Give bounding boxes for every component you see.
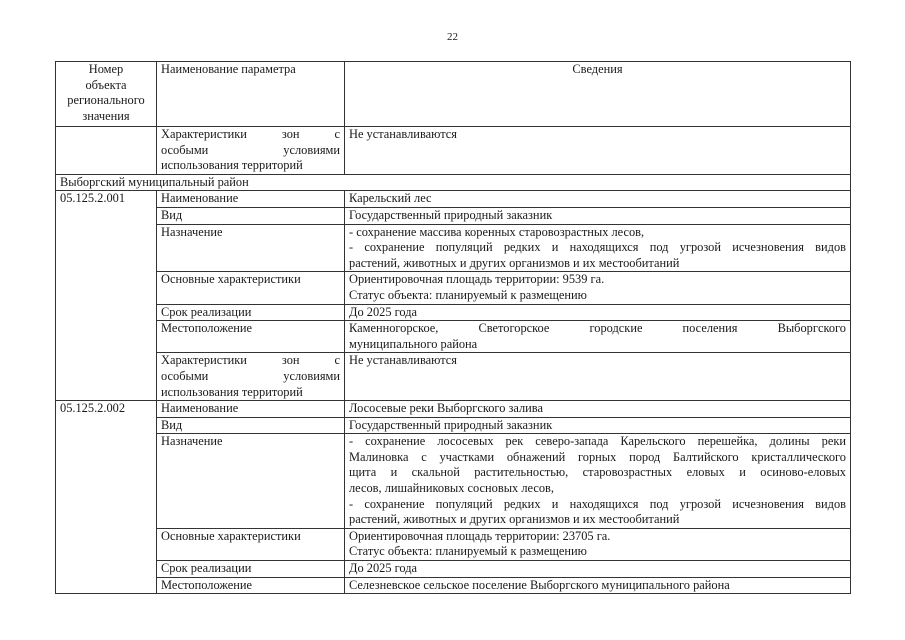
parameter-text: особыми условиями bbox=[161, 368, 340, 383]
object-number-cell: 05.125.2.001 bbox=[56, 191, 157, 401]
parameter-cell: Наименование bbox=[157, 191, 345, 208]
parameter-cell: Срок реализации bbox=[157, 561, 345, 578]
value-cell bbox=[345, 434, 851, 529]
section-title: Выборгский муниципальный район bbox=[56, 174, 851, 191]
value-text: Статус объекта: планируемый к размещению bbox=[349, 287, 587, 302]
value-text: лесов, лишайниковых сосновых лесов, bbox=[349, 481, 554, 496]
header-text: регионального bbox=[67, 93, 145, 108]
parameter-cell bbox=[157, 127, 345, 175]
value-cell: Не устанавливаются bbox=[345, 353, 851, 401]
value-text: - сохранение массива коренных старовозрастных лесов, bbox=[349, 224, 645, 239]
parameter-cell: Вид bbox=[157, 207, 345, 224]
table-row bbox=[56, 321, 851, 353]
parameter-text: использования территорий bbox=[161, 158, 303, 173]
value-text: Ориентировочная площадь территории: 23705 га. bbox=[349, 528, 611, 543]
parameter-cell: Срок реализации bbox=[157, 304, 345, 321]
value-text: растений, животных и других организмов и их местообитаний bbox=[349, 512, 680, 527]
value-text: Статус объекта: планируемый к размещению bbox=[349, 544, 587, 559]
object-number-cell bbox=[56, 127, 157, 175]
value-text: - сохранение популяций редких и находящихся под угрозой исчезновения видов bbox=[349, 240, 846, 255]
header-text: объекта bbox=[85, 77, 127, 92]
header-information: Сведения bbox=[345, 62, 851, 127]
value-cell: Государственный природный заказник bbox=[345, 207, 851, 224]
parameter-cell: Назначение bbox=[157, 434, 345, 529]
table-row bbox=[56, 272, 851, 304]
page-number: 22 bbox=[447, 31, 458, 43]
value-cell: До 2025 года bbox=[345, 304, 851, 321]
header-text: значения bbox=[82, 108, 130, 123]
value-cell: Карельский лес bbox=[345, 191, 851, 208]
table-row bbox=[56, 434, 851, 529]
value-cell: Селезневское сельское поселение Выборгского муниципального района bbox=[345, 577, 851, 594]
value-cell: Государственный природный заказник bbox=[345, 417, 851, 434]
value-cell: Не устанавливаются bbox=[345, 127, 851, 175]
value-cell: Лососевые реки Выборгского залива bbox=[345, 401, 851, 418]
table-row bbox=[56, 417, 851, 434]
table-row bbox=[56, 207, 851, 224]
parameter-cell: Назначение bbox=[157, 224, 345, 272]
table-row bbox=[56, 528, 851, 560]
object-number-cell: 05.125.2.002 bbox=[56, 401, 157, 594]
table-row bbox=[56, 224, 851, 272]
value-cell bbox=[345, 224, 851, 272]
value-cell bbox=[345, 272, 851, 304]
value-text: Каменногорское, Светогорское городские поселения Выборгского bbox=[349, 321, 846, 336]
value-text: растений, животных и других организмов и их местообитаний bbox=[349, 255, 680, 270]
header-object-number bbox=[56, 62, 157, 127]
parameter-cell: Основные характеристики bbox=[157, 272, 345, 304]
table-row bbox=[56, 304, 851, 321]
value-text: - сохранение лососевых рек северо-запада Карельского перешейка, долины реки bbox=[349, 434, 846, 449]
header-parameter-name: Наименование параметра bbox=[157, 62, 345, 127]
section-row bbox=[56, 174, 851, 191]
value-text: - сохранение популяций редких и находящихся под угрозой исчезновения видов bbox=[349, 496, 846, 511]
parameter-cell: Наименование bbox=[157, 401, 345, 418]
parameter-cell: Местоположение bbox=[157, 577, 345, 594]
table-row bbox=[56, 353, 851, 401]
value-cell bbox=[345, 528, 851, 560]
parameter-text: использования территорий bbox=[161, 384, 303, 399]
value-text: Ориентировочная площадь территории: 9539 га. bbox=[349, 272, 605, 287]
value-text: муниципального района bbox=[349, 336, 478, 351]
parameter-cell bbox=[157, 353, 345, 401]
header-text: Номер bbox=[88, 62, 124, 76]
table-row bbox=[56, 401, 851, 418]
parameter-text: особыми условиями bbox=[161, 142, 340, 157]
table-header-row bbox=[56, 62, 851, 127]
value-text: щита и скальной растительностью, старовозрастных еловых и осиново-еловых bbox=[349, 465, 846, 480]
parameter-text: Характеристики зон с bbox=[161, 127, 340, 141]
parameter-text: Характеристики зон с bbox=[161, 353, 340, 368]
register-table bbox=[55, 61, 851, 594]
table-row bbox=[56, 577, 851, 594]
table-row bbox=[56, 191, 851, 208]
parameter-cell: Вид bbox=[157, 417, 345, 434]
table-row bbox=[56, 561, 851, 578]
parameter-cell: Основные характеристики bbox=[157, 528, 345, 560]
value-cell bbox=[345, 321, 851, 353]
value-text: Малиновка с участками обнажений горных пород Балтийского кристаллического bbox=[349, 449, 846, 464]
value-cell: До 2025 года bbox=[345, 561, 851, 578]
parameter-cell: Местоположение bbox=[157, 321, 345, 353]
table-row bbox=[56, 127, 851, 175]
